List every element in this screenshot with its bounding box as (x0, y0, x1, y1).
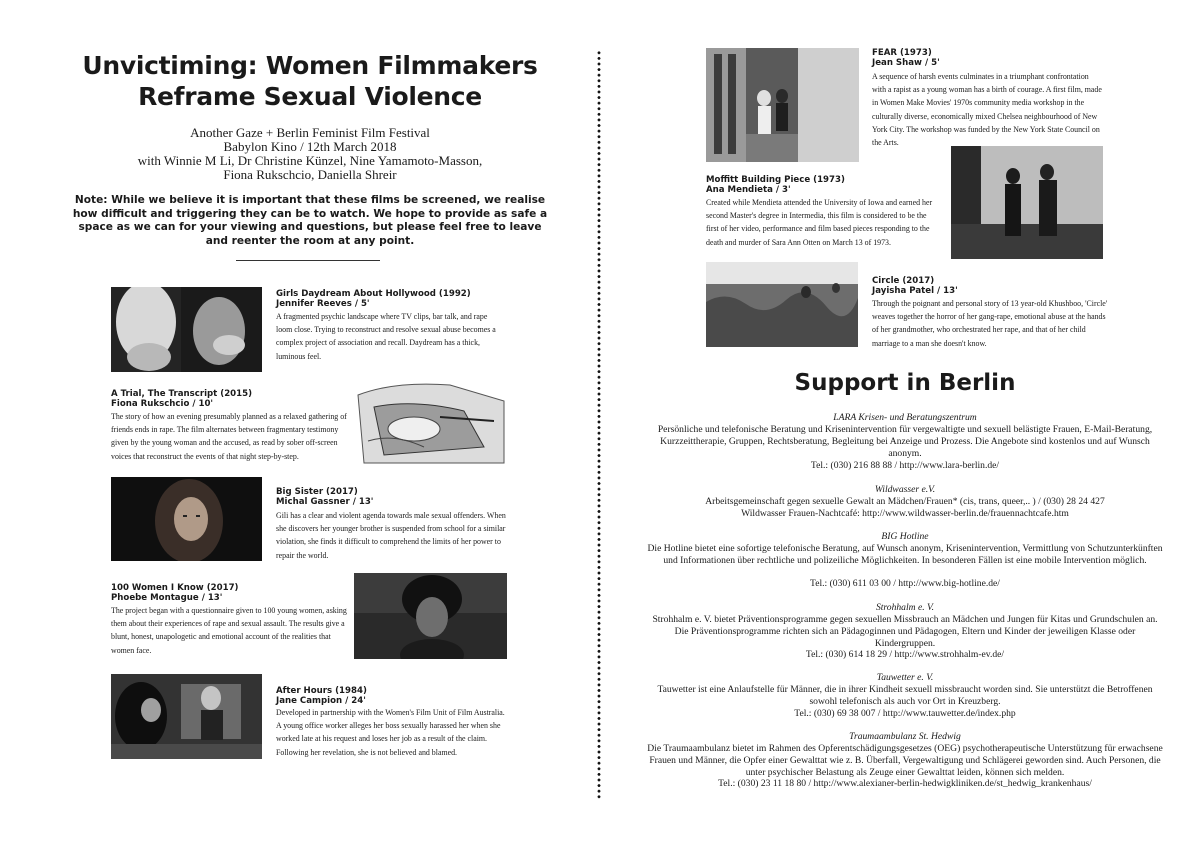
film-title: Big Sister (2017) (276, 487, 358, 497)
film-title: FEAR (1973) (872, 48, 932, 58)
film-title: Girls Daydream About Hollywood (1992) (276, 289, 471, 299)
event-line-venue-date: Babylon Kino / 12th March 2018 (223, 139, 397, 154)
org-description: Die Traumaambulanz bietet im Rahmen des Opferentschädigungsgesetzes (OEG) psychotherapeutische Unterstützung für erwachsene Frauen und Männer, die Opfer einer Gewalttat wie z. B. Überfall, Vergewaltigung und Schlägerei geworden sind. Auch Personen, die unter psychischer Belastung als Zeuge einer Gewalttat leiden, können sich melden. (647, 743, 1163, 778)
film-still-girls-daydream (111, 287, 262, 372)
film-description: A sequence of harsh events culminates in a triumphant confrontation with a rapist as a young woman has a birth of courage. A first film, made in Women Make Movies' 1970s community media workshop in the culturally diverse, economically mixed Chelsea neighbourhood of New York City. The workshop was funded by the New York State Council on the Arts. (872, 72, 1102, 148)
film-description: Gili has a clear and violent agenda towards male sexual offenders. When she discovers her younger brother is suspended from school for a similar violation, she finds it difficult to comprehend the limits of her power to repair the world. (276, 511, 506, 560)
org-name: LARA Krisen- und Beratungszentrum (833, 412, 977, 423)
event-line-guests-cont: Fiona Rukschcio, Daniella Shreir (223, 167, 397, 182)
event-line-guests: with Winnie M Li, Dr Christine Künzel, Nine Yamamoto-Masson, (137, 153, 483, 168)
content-warning-note: Note: While we believe it is important that these films be screened, we realise how difficult and triggering they can be to watch. We hope to provide as safe a space as we can for your viewing and questions, but please feel free to leave and reenter the room at any point. (72, 194, 548, 247)
org-name: BIG Hotline (881, 531, 929, 542)
film-director: Jean Shaw / 5' (872, 58, 940, 68)
org-contact[interactable]: Tel.: (030) 69 38 007 / http://www.tauwetter.de/index.php (794, 708, 1016, 719)
film-still-after-hours (111, 674, 262, 759)
page-divider-dotted (597, 50, 601, 800)
film-still-fear (706, 48, 859, 162)
org-contact[interactable]: Tel.: (030) 614 18 29 / http://www.strohhalm-ev.de/ (805, 649, 1005, 660)
film-still-a-trial (354, 377, 507, 466)
org-description: Strohhalm e. V. bietet Präventionsprogramme gegen sexuellen Missbrauch an Mädchen und Jungen für Kitas und Grundschulen an. Die Präventionsprogramme richten sich an Pädagoginnen und Pädagogen, Eltern und Kinder der jeweiligen Klasse oder Kindergruppen. (652, 614, 1158, 649)
film-director: Phoebe Montague / 13' (111, 593, 223, 603)
film-title: Moffitt Building Piece (1973) (706, 175, 845, 185)
page-title (60, 50, 560, 112)
film-title: A Trial, The Transcript (2015) (111, 389, 253, 399)
org-contact[interactable]: Tel.: (030) 23 11 18 80 / http://www.alexianer-berlin-hedwigkliniken.de/st_hedwig_krankenhaus/ (718, 778, 1092, 789)
film-title: After Hours (1984) (276, 686, 367, 696)
film-still-circle (706, 262, 858, 347)
film-director: Jennifer Reeves / 5' (276, 299, 370, 309)
event-line-organisers: Another Gaze + Berlin Feminist Film Festival (190, 125, 430, 140)
org-contact[interactable]: Tel.: (030) 216 88 88 / http://www.lara-berlin.de/ (810, 460, 1000, 471)
org-description: Persönliche und telefonische Beratung und Krisenintervention für vergewaltigte und sexuell belästigte Frauen, E-Mail-Beratung, Kurzzeittherapie, Gruppen, Rechtsberatung, Begleitung bei Anzeige und Prozess. Die Angebote sind kostenlos und auf Wunsch anonym. (657, 424, 1153, 459)
org-name: Strohhalm e. V. (875, 602, 935, 613)
film-still-moffitt (951, 146, 1103, 259)
org-contact[interactable]: Wildwasser Frauen-Nachtcafé: http://www.wildwasser-berlin.de/frauennachtcafe.htm (741, 508, 1069, 519)
film-title: 100 Women I Know (2017) (111, 583, 239, 593)
org-name: Tauwetter e. V. (876, 672, 934, 683)
film-description: The project began with a questionnaire given to 100 young women, asking them about their experiences of rape and sexual assault. The results give a blunt, honest, unapologetic and emotional account of the realities that women face. (111, 606, 347, 655)
org-description: Tauwetter ist eine Anlaufstelle für Männer, die in ihrer Kindheit sexuell missbraucht worden sind. Sie unterstützt die Betroffenen sowohl telefonisch als auch vor Ort in Kreuzberg. (657, 684, 1153, 707)
film-director: Ana Mendieta / 3' (706, 185, 791, 195)
film-description: Through the poignant and personal story of 13 year-old Khushboo, 'Circle' weaves together the horror of her gang-rape, emotional abuse at the hands of her grandmother, who orchestrated her rape, and that of her child marriage to a man she doesn't know. (872, 299, 1108, 348)
film-description: The story of how an evening presumably planned as a relaxed gathering of friends ends in rape. The film alternates between fragmentary testimony given by the young woman and the accused, as read by sober off-screen voices that reconstruct the events of that night step-by-step. (111, 412, 347, 461)
org-name: Wildwasser e.V. (874, 484, 936, 495)
film-still-big-sister (111, 477, 262, 561)
film-description: Created while Mendieta attended the University of Iowa and earned her second Master's degree in Intermedia, this film is considered to be the first of her video, performance and film based pieces responding to the death and murder of Sara Ann Otten on March 13 of 1973. (706, 198, 933, 247)
film-still-100-women (354, 573, 507, 659)
title-line-1: Unvictiming: Women Filmmakers (82, 51, 538, 80)
film-director: Michal Gassner / 13' (276, 497, 374, 507)
film-director: Jane Campion / 24' (276, 696, 366, 706)
film-director: Fiona Rukschcio / 10' (111, 399, 214, 409)
film-description: Developed in partnership with the Women's Film Unit of Film Australia. A young office worker alleges her boss sexually harassed her when she worked late at his request and loses her job as a result of the claim. Following her revelation, she is not believed and blamed. (276, 708, 505, 757)
film-title: Circle (2017) (872, 276, 935, 286)
org-description: Die Hotline bietet eine sofortige telefonische Beratung, auf Wunsch anonym, Krisenintervention, Vermittlung von Schutzunterkünften und Informationen über rechtliche und polizeiliche Möglichkeiten. In besonderen Fällen ist eine mobile Intervention möglich. (647, 543, 1163, 566)
divider-rule (236, 260, 380, 261)
film-director: Jayisha Patel / 13' (872, 286, 958, 296)
film-description: A fragmented psychic landscape where TV clips, bar talk, and rape loom close. Trying to reconstruct and resolve sexual abuse becomes a complex project of association and recall. Daydream has a thick, luminous feel. (276, 312, 496, 361)
org-contact[interactable]: Tel.: (030) 611 03 00 / http://www.big-hotline.de/ (810, 578, 1000, 589)
title-line-2: Reframe Sexual Violence (138, 82, 482, 111)
org-name: Traumaambulanz St. Hedwig (849, 731, 961, 742)
org-description: Arbeitsgemeinschaft gegen sexuelle Gewalt an Mädchen/Frauen* (cis, trans, queer,.. ) / (030) 28 24 427 (705, 496, 1105, 507)
support-section-title: Support in Berlin (794, 370, 1016, 396)
